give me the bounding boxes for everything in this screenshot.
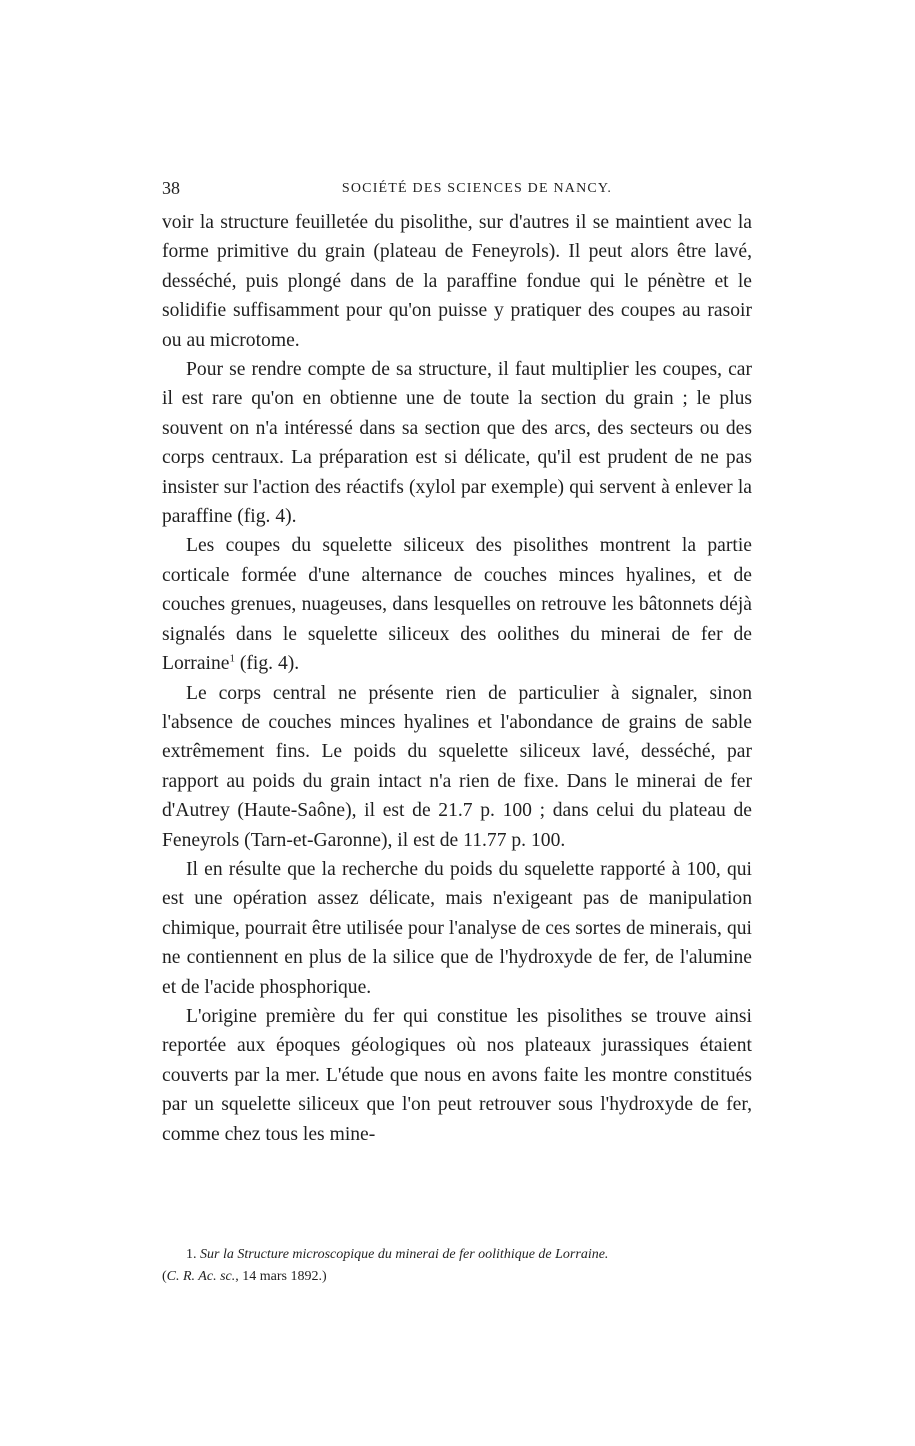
- footnote: [162, 1244, 752, 1288]
- paragraph-4: Le corps central ne présente rien de particulier à signaler, sinon l'absence de couches minces hyalines et l'abondance de grains de sable extrêmement fins. Le poids du squelette siliceux lavé, desséché, par rapport au poids du grain intact n'a rien de fixe. Dans le minerai de fer d'Autrey (Haute-Saône), il est de 21.7 p. 100 ; dans celui du plateau de Feneyrols (Tarn-et-Garonne), il est de 11.77 p. 100.: [162, 682, 752, 851]
- paragraph-1: voir la structure feuilletée du pisolithe, sur d'autres il se maintient avec la forme primitive du grain (plateau de Feneyrols). Il peut alors être lavé, desséché, puis plongé dans de la paraffine fondue qui le pénètre et le solidifie suffisamment pour qu'on puisse y pratiquer des coupes au rasoir ou au microtome.: [162, 212, 752, 351]
- running-head: [162, 178, 752, 208]
- journal-title: SOCIÉTÉ DES SCIENCES DE NANCY.: [341, 181, 613, 196]
- body-text: [162, 208, 752, 1149]
- paragraph-3: [162, 531, 752, 678]
- footnote-marker: 1: [229, 652, 235, 665]
- paragraph-5: Il en résulte que la recherche du poids du squelette rapporté à 100, qui est une opération assez délicate, mais n'exigeant pas de manipulation chimique, pourrait être utilisée pour l'analyse de ces sortes de minerais, qui ne contiennent en plus de la silice que de l'hydroxyde de fer, de l'alumine et de l'acide phosphorique.: [162, 858, 752, 998]
- paragraph-2: Pour se rendre compte de sa structure, il faut multiplier les coupes, car il est rare qu'on en obtienne une de toute la section du grain ; le plus souvent on n'a intéressé dans sa section que des arcs, des secteurs ou des corps centraux. La préparation est si délicate, qu'il est prudent de ne pas insister sur l'action des réactifs (xylol par exemple) qui servent à enlever la paraffine (fig. 4).: [162, 359, 752, 528]
- page-content: [162, 178, 752, 1149]
- footnote-text: [162, 1244, 752, 1288]
- footnote-title: Sur la Structure microscopique du minerai de fer oolithique de Lorraine.: [200, 1247, 609, 1262]
- page-number: 38: [162, 178, 180, 198]
- footnote-ref-open: (: [162, 1269, 167, 1284]
- paragraph-6: L'origine première du fer qui constitue les pisolithes se trouve ainsi reportée aux époques géologiques où nos plateaux jurassiques étaient couverts par la mer. L'étude que nous en avons faite les montre constitués par un squelette siliceux que l'on peut retrouver sous l'hydroxyde de fer, comme chez tous les mine-: [162, 1005, 752, 1145]
- paragraph-3-text: Les coupes du squelette siliceux des pisolithes montrent la partie corticale formée d'une alternance de couches minces hyalines, et de couches grenues, nuageuses, dans lesquelles on retrouve les bâtonnets déjà signalés dans le squelette siliceux des oolithes du minerai de fer de Lorraine: [162, 535, 752, 675]
- footnote-ref-journal: C. R. Ac. sc.: [166, 1269, 236, 1284]
- paragraph-3-text-end: (fig. 4).: [234, 653, 300, 675]
- footnote-number: 1.: [186, 1247, 197, 1262]
- footnote-ref-rest: , 14 mars 1892.): [235, 1269, 327, 1284]
